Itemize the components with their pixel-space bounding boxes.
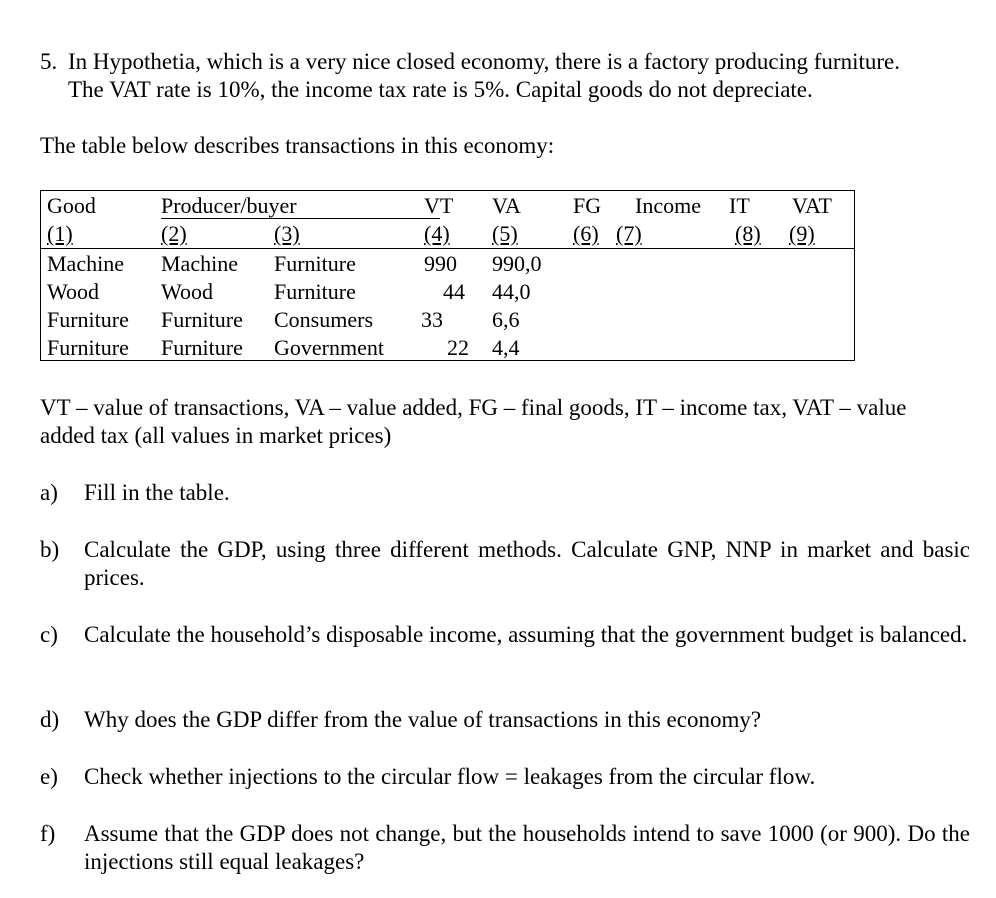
col-number-2: (2) xyxy=(161,221,187,246)
subquestion-text: Calculate the GDP, using three different methods. Calculate GNP, NNP in market and basic prices. xyxy=(84,537,970,590)
header-va: VA xyxy=(492,193,521,218)
header-vat: VAT xyxy=(792,193,832,218)
subquestion-label: d) xyxy=(40,707,60,732)
col-number-3: (3) xyxy=(274,221,300,246)
header-good: Good xyxy=(47,193,96,218)
row-2-good: Wood xyxy=(47,279,100,304)
subquestion-label: f) xyxy=(40,821,56,846)
row-3-good: Furniture xyxy=(47,307,129,332)
table-header-divider xyxy=(41,248,854,249)
row-3-va: 6,6 xyxy=(492,307,520,332)
header-fg: FG xyxy=(573,193,602,218)
col-number-6: (6) xyxy=(573,221,599,246)
row-4-va: 4,4 xyxy=(492,335,520,360)
row-4-good: Furniture xyxy=(47,335,129,360)
subquestion-label: b) xyxy=(40,537,60,562)
col-number-7: (7) xyxy=(616,221,642,246)
col-number-4: (4) xyxy=(424,221,450,246)
row-4-buyer: Government xyxy=(274,335,384,360)
row-1-producer: Machine xyxy=(161,251,238,276)
row-1-buyer: Furniture xyxy=(274,251,356,276)
subquestion-text: Assume that the GDP does not change, but the households intend to save 1000 (or 900). Do the injections still equal leakages? xyxy=(84,821,970,874)
row-1-va: 990,0 xyxy=(492,251,542,276)
subquestion-text: Fill in the table. xyxy=(84,480,230,505)
row-1-vt: 990 xyxy=(424,251,457,276)
transactions-table xyxy=(40,190,855,361)
row-4-producer: Furniture xyxy=(161,335,243,360)
row-2-va: 44,0 xyxy=(492,279,531,304)
subquestion-label: c) xyxy=(40,622,58,647)
row-1-good: Machine xyxy=(47,251,124,276)
legend-line-2: added tax (all values in market prices) xyxy=(40,423,392,448)
row-2-vt: 44 xyxy=(443,279,465,304)
row-4-vt: 22 xyxy=(447,335,469,360)
row-3-buyer: Consumers xyxy=(274,307,373,332)
header-producer-buyer: Producer/buyer xyxy=(161,193,297,218)
header-it: IT xyxy=(729,193,750,218)
header-income: Income xyxy=(635,193,701,218)
row-3-producer: Furniture xyxy=(161,307,243,332)
row-2-producer: Wood xyxy=(161,279,214,304)
subquestion-text: Why does the GDP differ from the value of transactions in this economy? xyxy=(84,707,762,732)
subquestion-label: e) xyxy=(40,764,58,789)
subquestion-text: Calculate the household’s disposable income, assuming that the government budget is balanced. xyxy=(84,622,968,647)
row-2-buyer: Furniture xyxy=(274,279,356,304)
legend-line-1: VT – value of transactions, VA – value added, FG – final goods, IT – income tax, VAT – value xyxy=(40,395,907,420)
col-number-5: (5) xyxy=(492,221,518,246)
row-3-vt: 33 xyxy=(421,307,443,332)
subquestion-label: a) xyxy=(40,480,58,505)
col-number-1: (1) xyxy=(47,221,73,246)
col-number-8: (8) xyxy=(735,221,761,246)
header-vt: VT xyxy=(424,193,454,218)
subquestion-text: Check whether injections to the circular flow = leakages from the circular flow. xyxy=(84,764,816,789)
question-number: 5. xyxy=(40,49,58,74)
question-text-line-1: In Hypothetia, which is a very nice closed economy, there is a factory producing furniture. xyxy=(68,49,900,74)
table-intro: The table below describes transactions in this economy: xyxy=(40,133,555,158)
col-number-9: (9) xyxy=(789,221,815,246)
question-text-line-2: The VAT rate is 10%, the income tax rate is 5%. Capital goods do not depreciate. xyxy=(68,77,813,102)
